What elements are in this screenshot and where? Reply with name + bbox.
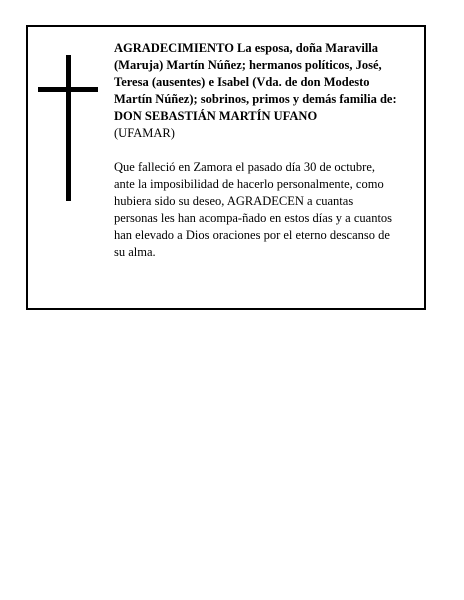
- notice-heading: [114, 40, 424, 125]
- heading-line: Teresa (ausentes) e Isabel (Vda. de don Modesto: [114, 75, 370, 89]
- heading-line: Martín Núñez); sobrinos, primos y demás familia de:: [114, 92, 397, 106]
- organization-name: (UFAMAR): [114, 126, 175, 140]
- body-line: han elevado a Dios oraciones por el eterno descanso de: [114, 228, 390, 242]
- obituary-notice: [26, 25, 426, 310]
- heading-line: AGRADECIMIENTO La esposa, doña Maravilla: [114, 41, 379, 55]
- notice-text: [114, 40, 424, 261]
- cross-vertical-bar: [66, 55, 71, 201]
- body-line: personas les han acompa-ñado en estos días y a cuantos: [114, 211, 393, 225]
- body-line: su alma.: [114, 245, 156, 259]
- latin-cross-icon: [38, 55, 98, 201]
- cross-horizontal-bar: [38, 87, 98, 92]
- heading-line: (Maruja) Martín Núñez; hermanos políticos, José,: [114, 58, 382, 72]
- deceased-name: DON SEBASTIÁN MARTÍN UFANO: [114, 109, 318, 123]
- body-line: ante la imposibilidad de hacerlo personalmente, como: [114, 177, 384, 191]
- notice-body: [114, 159, 424, 261]
- body-line: hubiera sido su deseo, AGRADECEN a cuantas: [114, 194, 354, 208]
- body-line: Que falleció en Zamora el pasado día 30 de octubre,: [114, 160, 375, 174]
